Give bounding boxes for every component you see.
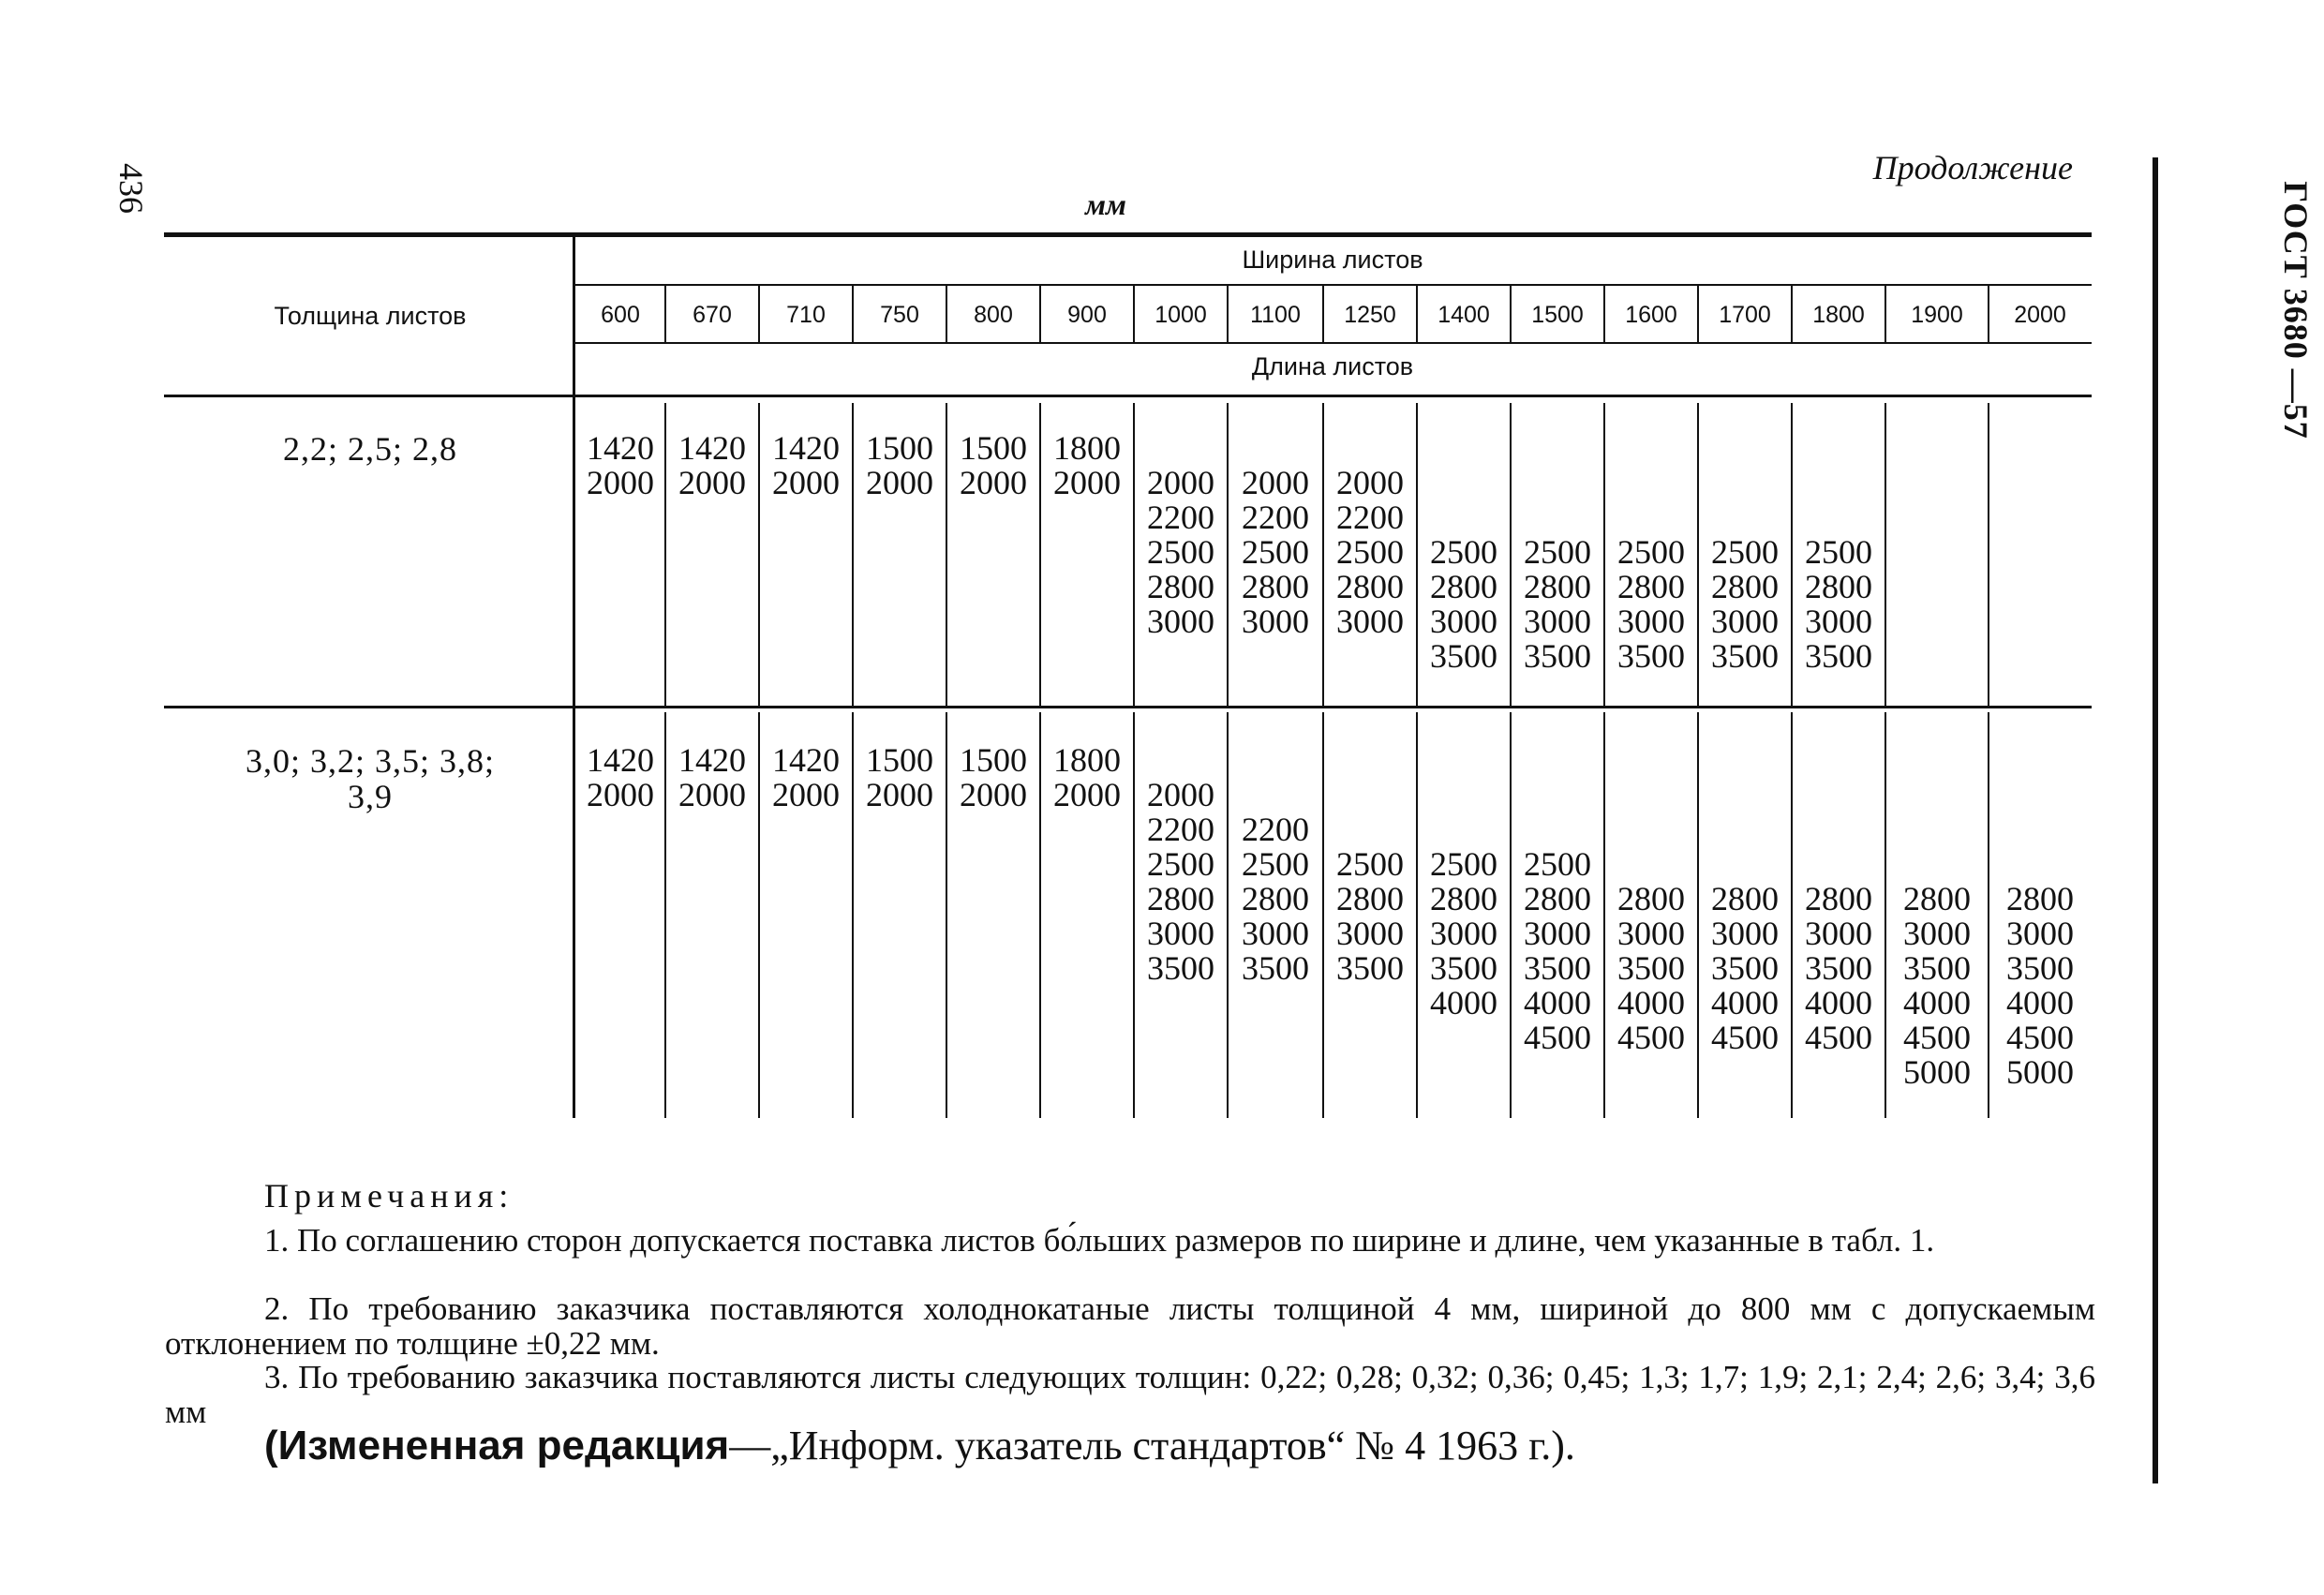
length-values-cell: 2000 2200 2500 2800 3000 — [1336, 464, 1404, 640]
length-values-cell: 2800 3000 3500 4000 4500 5000 — [2006, 880, 2074, 1091]
column-rule — [1510, 286, 1512, 342]
length-values-cell: 2500 2800 3000 3500 — [1524, 533, 1591, 675]
table-top-rule — [164, 232, 2092, 237]
column-rule — [1039, 286, 1041, 342]
width-header: Ширина листов — [1242, 246, 1423, 274]
length-values-cell: 2000 2200 2500 2800 3000 — [1147, 464, 1214, 640]
row-thickness-label: 2,2; 2,5; 2,8 — [282, 430, 457, 468]
width-value: 1500 — [1531, 302, 1584, 328]
width-value: 1600 — [1625, 302, 1677, 328]
standard-side-title: ГОСТ 3680 —57 — [2277, 181, 2315, 440]
width-value: 1900 — [1911, 302, 1963, 328]
header-bottom-rule — [164, 395, 2092, 397]
length-values-cell: 1420 2000 — [587, 429, 654, 501]
column-rule — [1416, 286, 1418, 342]
length-header-rule — [575, 342, 2092, 344]
length-values-cell: 1420 2000 — [678, 429, 746, 501]
length-values-cell: 1800 2000 — [1053, 741, 1121, 813]
length-values-cell: 1420 2000 — [772, 429, 840, 501]
row-thickness-label: 3,0; 3,2; 3,5; 3,8; 3,9 — [245, 742, 495, 815]
continued-label: Продолжение — [1872, 149, 2073, 186]
column-rule — [1791, 286, 1793, 342]
width-value: 710 — [786, 302, 826, 328]
changed-edition-bold: (Измененная редакция — [264, 1423, 730, 1468]
changed-edition-line — [264, 1422, 1575, 1469]
length-values-cell: 1420 2000 — [678, 741, 746, 813]
width-value: 2000 — [2014, 302, 2066, 328]
length-values-cell: 1500 2000 — [866, 741, 933, 813]
side-rule — [2153, 157, 2158, 1483]
note-item: 2. По требованию заказчика поставляются холоднокатаные листы толщиной 4 мм, шириной до 800 мм с допускаемым отклонением по толщине ±0,22 мм. — [165, 1290, 2095, 1362]
length-values-cell: 2800 3000 3500 4000 4500 — [1711, 880, 1779, 1056]
length-values-cell: 1500 2000 — [866, 429, 933, 501]
length-values-cell: 2500 2800 3000 3500 — [1430, 533, 1497, 675]
notes-heading: Примечания: — [264, 1177, 514, 1215]
width-header-rule — [575, 284, 2092, 286]
length-values-cell: 2500 2800 3000 3500 4000 — [1430, 845, 1497, 1021]
width-value: 1250 — [1344, 302, 1396, 328]
width-value: 670 — [693, 302, 732, 328]
column-rule — [1697, 286, 1699, 342]
length-values-cell: 2500 2800 3000 3500 4000 4500 — [1524, 845, 1591, 1056]
length-values-cell: 1500 2000 — [960, 741, 1027, 813]
column-rule — [1227, 286, 1229, 342]
length-values-cell: 1420 2000 — [587, 741, 654, 813]
width-value: 900 — [1067, 302, 1107, 328]
column-rule — [1322, 286, 1324, 342]
units-label: мм — [1085, 187, 1126, 221]
length-header: Длина листов — [1251, 352, 1414, 380]
length-values-cell: 1800 2000 — [1053, 429, 1121, 501]
column-rule — [1603, 286, 1605, 342]
column-rule — [758, 286, 760, 342]
column-rule — [852, 286, 854, 342]
thickness-header: Толщина листов — [274, 302, 467, 330]
length-values-cell: 2800 3000 3500 4000 4500 — [1805, 880, 1872, 1056]
length-values-cell: 2000 2200 2500 2800 3000 — [1242, 464, 1309, 640]
changed-edition-rest: —„Информ. указатель стандартов“ № 4 1963 г.). — [729, 1423, 1575, 1468]
column-rule — [664, 286, 666, 342]
length-values-cell: 1500 2000 — [960, 429, 1027, 501]
width-value: 800 — [974, 302, 1013, 328]
column-rule — [1988, 286, 1989, 342]
row-divider-rule — [164, 706, 2092, 708]
length-values-cell: 2800 3000 3500 4000 4500 5000 — [1903, 880, 1971, 1091]
length-values-cell: 2500 2800 3000 3500 — [1711, 533, 1779, 675]
length-values-cell: 2500 2800 3000 3500 — [1336, 845, 1404, 987]
length-values-cell: 2500 2800 3000 3500 — [1617, 533, 1685, 675]
width-value: 1800 — [1812, 302, 1865, 328]
length-values-cell: 1420 2000 — [772, 741, 840, 813]
note-item: 1. По соглашению сторон допускается поставка листов бо́льших размеров по ширине и длине, чем указанные в табл. 1. — [264, 1222, 1935, 1259]
column-rule — [946, 286, 947, 342]
width-value: 1000 — [1155, 302, 1207, 328]
note-item: 3. По требованию заказчика поставляются листы следующих толщин: 0,22; 0,28; 0,32; 0,36; 0,45; 1,3; 1,7; 1,9; 2,1; 2,4; 2,6; 3,4; 3,6 мм — [165, 1359, 2095, 1430]
length-values-cell: 2200 2500 2800 3000 3500 — [1242, 811, 1309, 987]
column-rule — [1133, 286, 1135, 342]
length-values-cell: 2800 3000 3500 4000 4500 — [1617, 880, 1685, 1056]
width-value: 600 — [601, 302, 640, 328]
page-number: 436 — [112, 163, 150, 214]
column-rule — [1988, 403, 1989, 706]
width-value: 750 — [880, 302, 919, 328]
length-values-cell: 2000 2200 2500 2800 3000 3500 — [1147, 776, 1214, 987]
width-value: 1100 — [1250, 302, 1301, 328]
length-values-cell: 2500 2800 3000 3500 — [1805, 533, 1872, 675]
width-value: 1700 — [1719, 302, 1771, 328]
column-rule — [1885, 286, 1886, 342]
width-value: 1400 — [1438, 302, 1490, 328]
